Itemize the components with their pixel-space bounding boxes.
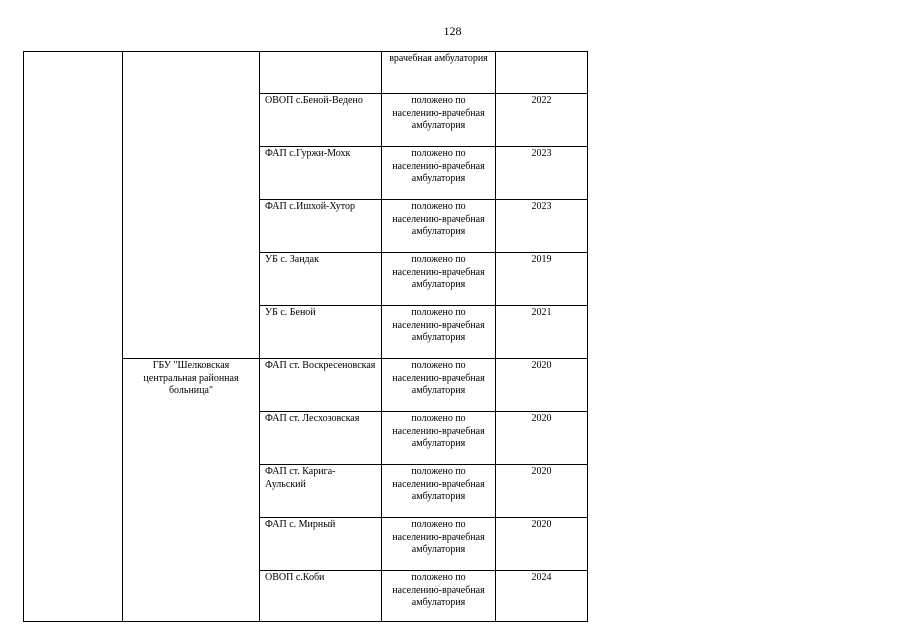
- district-cell: [24, 52, 123, 622]
- facility-cell: ФАП с.Ишхой-Хутор: [260, 200, 382, 253]
- year-cell: 2020: [496, 465, 588, 518]
- year-cell: 2022: [496, 94, 588, 147]
- facility-cell: ФАП ст. Воскресеновская: [260, 359, 382, 412]
- note-cell: положено по населению-врачебная амбулатория: [382, 94, 496, 147]
- facility-cell: [260, 52, 382, 94]
- facilities-table: [23, 51, 588, 622]
- note-cell: положено по населению-врачебная амбулатория: [382, 571, 496, 622]
- year-cell: 2023: [496, 200, 588, 253]
- note-cell: положено по населению-врачебная амбулатория: [382, 518, 496, 571]
- note-cell: положено по населению-врачебная амбулатория: [382, 306, 496, 359]
- organization-cell: [123, 52, 260, 359]
- table-row: [24, 52, 588, 94]
- note-cell: положено по населению-врачебная амбулатория: [382, 253, 496, 306]
- note-cell: положено по населению-врачебная амбулатория: [382, 359, 496, 412]
- facility-cell: ФАП с.Гуржи-Мохк: [260, 147, 382, 200]
- facility-cell: ОВОП с.Коби: [260, 571, 382, 622]
- year-cell: 2021: [496, 306, 588, 359]
- facility-cell: ФАП ст. Карига-Аульский: [260, 465, 382, 518]
- year-cell: 2020: [496, 412, 588, 465]
- note-cell: врачебная амбулатория: [382, 52, 496, 94]
- note-cell: положено по населению-врачебная амбулатория: [382, 200, 496, 253]
- facility-cell: УБ с. Зандак: [260, 253, 382, 306]
- organization-cell: ГБУ "Шелковская центральная районная больница": [123, 359, 260, 622]
- year-cell: 2020: [496, 518, 588, 571]
- year-cell: 2019: [496, 253, 588, 306]
- year-cell: 2024: [496, 571, 588, 622]
- page-number: 128: [443, 24, 462, 38]
- year-cell: [496, 52, 588, 94]
- note-cell: положено по населению-врачебная амбулатория: [382, 147, 496, 200]
- note-cell: положено по населению-врачебная амбулатория: [382, 465, 496, 518]
- facility-cell: УБ с. Беной: [260, 306, 382, 359]
- facility-cell: ФАП с. Мирный: [260, 518, 382, 571]
- note-cell: положено по населению-врачебная амбулатория: [382, 412, 496, 465]
- facility-cell: ОВОП с.Беной-Ведено: [260, 94, 382, 147]
- year-cell: 2020: [496, 359, 588, 412]
- year-cell: 2023: [496, 147, 588, 200]
- facility-cell: ФАП ст. Лесхозовская: [260, 412, 382, 465]
